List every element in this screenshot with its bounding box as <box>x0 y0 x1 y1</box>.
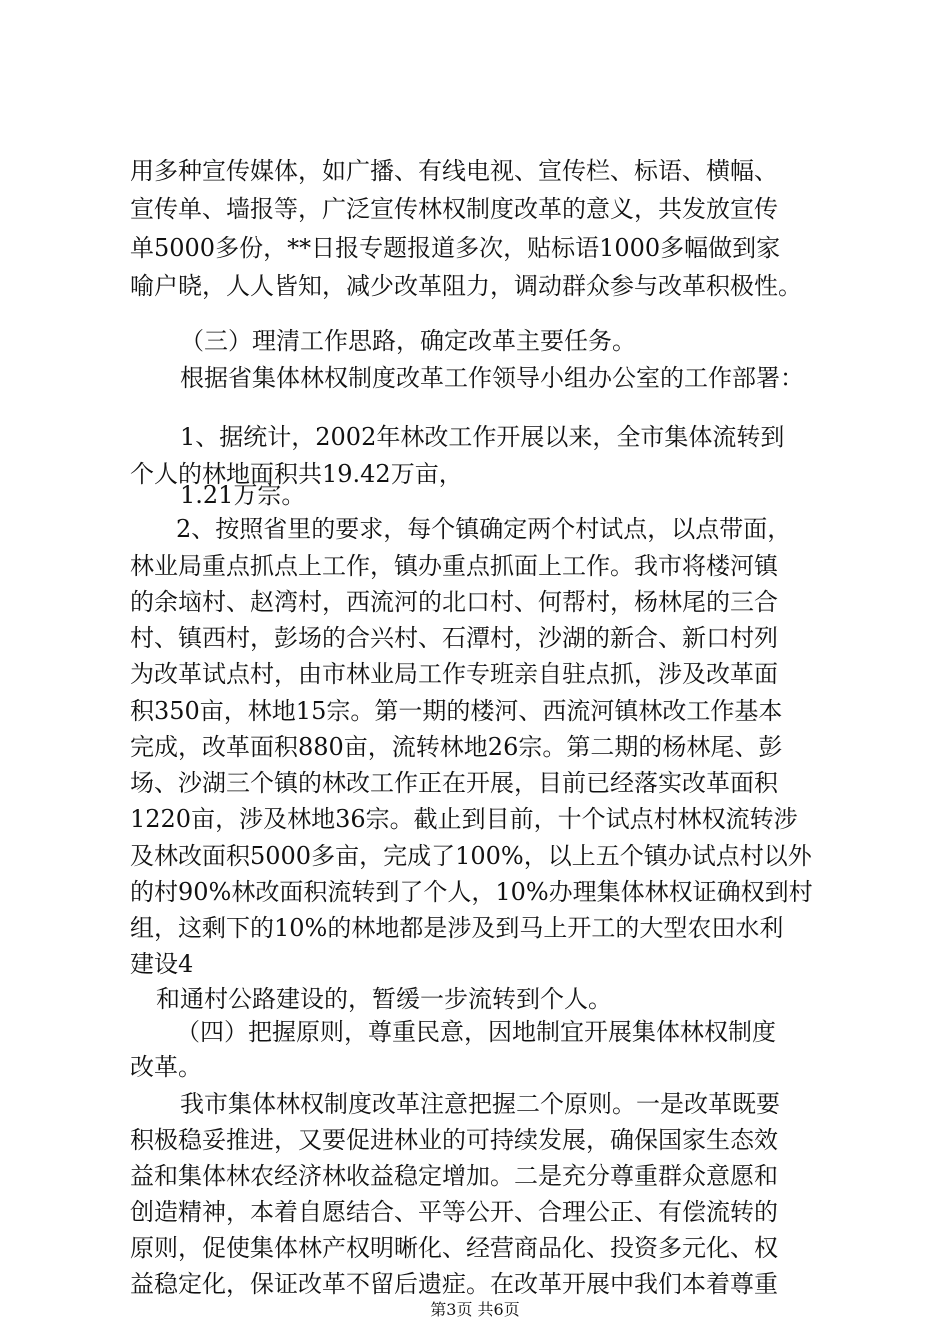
text-line: 1、据统计，2002年林改工作开展以来，全市集体流转到 <box>180 423 785 451</box>
text-line: 用多种宣传媒体，如广播、有线电视、宣传栏、标语、横幅、 <box>130 157 778 185</box>
text-line: 建设4 <box>130 950 194 978</box>
text-line: 1220亩，涉及林地36宗。截止到目前，十个试点村林权流转涉 <box>130 805 798 833</box>
text-line: 喻户晓，人人皆知，减少改革阻力，调动群众参与改革积极性。 <box>130 272 802 300</box>
section-heading: （四）把握原则，尊重民意，因地制宜开展集体林权制度 <box>176 1018 776 1046</box>
text-line: 个人的林地面积共19.42万亩， <box>130 460 463 488</box>
text-line: 及林改面积5000多亩，完成了100%，以上五个镇办试点村以外 <box>130 842 812 870</box>
text-line: 组，这剩下的10%的林地都是涉及到马上开工的大型农田水利 <box>130 914 784 942</box>
text-line: 积350亩，林地15宗。第一期的楼河、西流河镇林改工作基本 <box>130 697 783 725</box>
text-line: 完成，改革面积880亩，流转林地26宗。第二期的杨林尾、彭 <box>130 733 783 761</box>
text-line: 的余垴村、赵湾村，西流河的北口村、何帮村，杨林尾的三合 <box>130 588 778 616</box>
text-line: 根据省集体林权制度改革工作领导小组办公室的工作部署： <box>180 364 804 392</box>
section-heading: 改革。 <box>130 1053 202 1081</box>
text-line: 益和集体林农经济林收益稳定增加。二是充分尊重群众意愿和 <box>130 1162 778 1190</box>
text-line: 1.21万宗。 <box>180 481 306 509</box>
text-line: 创造精神，本着自愿结合、平等公开、合理公正、有偿流转的 <box>130 1198 778 1226</box>
text-line: 2、按照省里的要求，每个镇确定两个村试点，以点带面， <box>176 515 792 543</box>
text-line: 林业局重点抓点上工作，镇办重点抓面上工作。我市将楼河镇 <box>130 552 778 580</box>
text-line: 场、沙湖三个镇的林改工作正在开展，目前已经落实改革面积 <box>130 769 778 797</box>
section-heading: （三）理清工作思路，确定改革主要任务。 <box>180 327 636 355</box>
text-line: 原则，促使集体林产权明晰化、经营商品化、投资多元化、权 <box>130 1234 778 1262</box>
text-line: 为改革试点村，由市林业局工作专班亲自驻点抓，涉及改革面 <box>130 660 778 688</box>
text-line: 我市集体林权制度改革注意把握二个原则。一是改革既要 <box>180 1090 780 1118</box>
text-line: 积极稳妥推进，又要促进林业的可持续发展，确保国家生态效 <box>130 1126 778 1154</box>
text-line: 的村90%林改面积流转到了个人，10%办理集体林权证确权到村 <box>130 878 813 906</box>
text-line: 单5000多份，**日报专题报道多次，贴标语1000多幅做到家 <box>130 234 781 262</box>
text-line: 益稳定化，保证改革不留后遗症。在改革开展中我们本着尊重 <box>130 1270 778 1298</box>
text-line: 村、镇西村，彭场的合兴村、石潭村，沙湖的新合、新口村列 <box>130 624 778 652</box>
text-line: 宣传单、墙报等，广泛宣传林权制度改革的意义，共发放宣传 <box>130 195 778 223</box>
page-number: 第3页 共6页 <box>430 1300 520 1319</box>
text-line: 和通村公路建设的，暂缓一步流转到个人。 <box>156 985 612 1013</box>
